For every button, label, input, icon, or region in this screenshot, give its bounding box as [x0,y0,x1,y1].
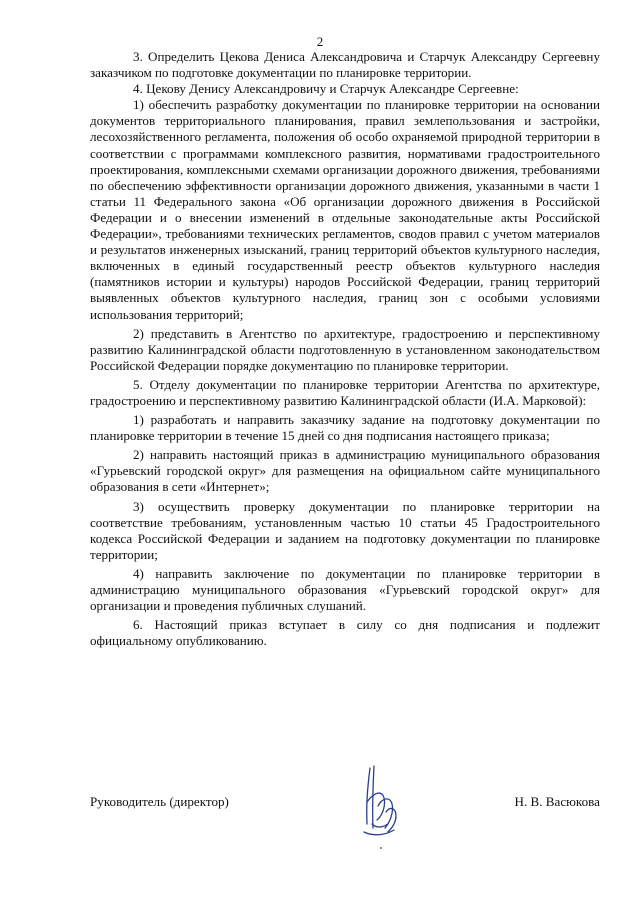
paragraph-item-5: 5. Отделу документации по планировке территории Агентства по архитектуре, градостроению и перспективному развитию Калининградской области (И.А. Марковой): [90,376,600,408]
handwritten-signature [352,762,412,854]
paragraph-item-5-2: 2) направить настоящий приказ в администрацию муниципального образования «Гурьевский городской округ» для размещения на официальном сайте муниципального образования в сети «Интернет»; [90,447,600,495]
signatory-position: Руководитель (директор) [90,794,229,809]
paragraph-item-4-2: 2) представить в Агентство по архитектуре, градостроению и перспективному развитию Калининградской области подготовленную в установленном законодательством Российской Федерации порядке документацию по планировке территории. [90,325,600,373]
paragraph-item-5-4: 4) направить заключение по документации по планировке территории в администрацию муниципального образования «Гурьевский городской округ» для организации и проведения публичных слушаний. [90,565,600,614]
paragraph-item-5-1: 1) разработать и направить заказчику задание на подготовку документации по планировке территории в течение 15 дней со дня подписания настоящего приказа; [90,412,600,444]
paragraph-item-4-1: 1) обеспечить разработку документации по планировке территории на основании документов территориального планирования, правил землепользования и застройки, лесохозяйственного регламента, положения об особо охраняемой природной территории в соответствии с программами комплексного развития, нормативами градостроительного проектирования, комплексными схемами организации дорожного движения, требованиями по обеспечению эффективности организации дорожного движения, указанными в части 1 статьи 11 Федерального закона «Об организации дорожного движения в Российской Федерации и о внесении изменений в отдельные законодательные акты Российской Федерации», требованиями технических регламентов, сводов правил с учетом материалов и результатов инженерных изысканий, границ территорий объектов культурного наследия, включенных в единый государственный реестр объектов культурного наследия (памятников истории и культуры) народов Российской Федерации, границ территорий выявленных объектов культурного наследия, границ зон с особыми условиями использования территорий; [90,97,600,322]
paragraph-item-6: 6. Настоящий приказ вступает в силу со дня подписания и подлежит официальному опубликованию. [90,617,600,649]
document-body [90,49,600,649]
page-number: 2 [316,34,324,49]
signatory-name: Н. В. Васюкова [514,794,600,809]
paragraph-item-4: 4. Цекову Денису Александровичу и Старчук Александре Сергеевне: [133,81,519,97]
paragraph-item-3: 3. Определить Цекова Дениса Александровича и Старчук Александру Сергеевну заказчиком по подготовке документации по планировке территории. [90,49,600,81]
paragraph-item-5-3: 3) осуществить проверку документации по планировке территории на соответствие требованиям, установленным частью 10 статьи 45 Градостроительного кодекса Российской Федерации и заданием на подготовку документации по планировке территории; [90,498,600,562]
